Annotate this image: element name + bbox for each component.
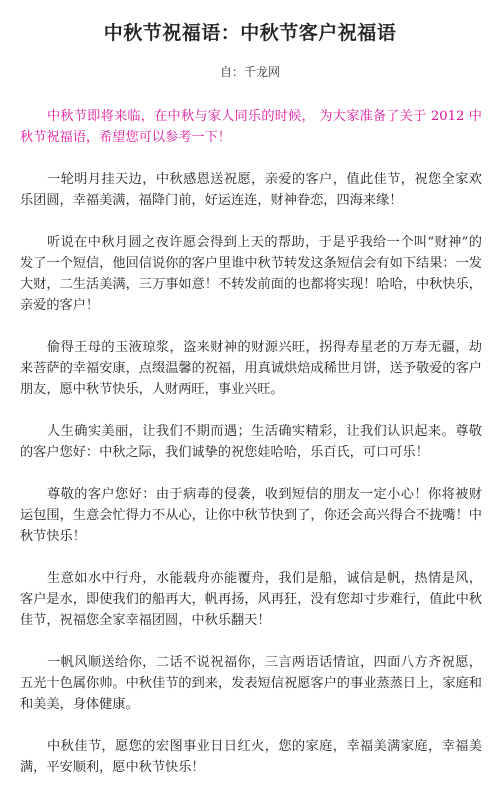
greeting-paragraph: 生意如水中行舟，水能载舟亦能覆舟，我们是船，诚信是帆，热情是风，客户是水，即使我们的船再大，帆再扬，风再狂，没有您却寸步难行，值此中秋佳节，祝福您全家幸福团圆，中秋乐翻天！	[20, 571, 482, 628]
intro-paragraph: 中秋节即将来临，在中秋与家人同乐的时候， 为大家准备了关于 2012 中秋节祝福语，希望您可以参考一下！	[20, 109, 482, 145]
greeting-paragraph: 一轮明月挂天边，中秋感恩送祝愿，亲爱的客户，值此佳节，祝您全家欢乐团圆，幸福美满，福降门前，好运连连，财神眷恋，四海来缘！	[20, 172, 482, 208]
greeting-paragraph: 尊敬的客户您好：由于病毒的侵袭，收到短信的朋友一定小心！你将被财运包围，生意会忙得力不从心，让你中秋节快到了，你还会高兴得合不拢嘴！中秋节快乐！	[20, 487, 482, 544]
article-body	[20, 106, 482, 799]
article-source: 自：千龙网	[219, 65, 280, 79]
article-title: 中秋节祝福语：中秋节客户祝福语	[103, 22, 397, 44]
greeting-paragraph: 偷得王母的玉液琼浆，盗来财神的财源兴旺，拐得寿星老的万寿无疆，劫来菩萨的幸福安康，点缀温馨的祝福，用真诚烘焙成稀世月饼，送予敬爱的客户朋友，愿中秋节快乐，人财两旺，事业兴旺。	[20, 340, 482, 397]
greeting-paragraph: 人生确实美丽，让我们不期而遇；生活确实精彩，让我们认识起来。尊敬的客户您好：中秋之际，我们诚挚的祝您娃哈哈，乐百氏，可口可乐！	[20, 424, 482, 460]
greeting-paragraph: 听说在中秋月圆之夜许愿会得到上天的帮助，于是乎我给一个叫“财神”的发了一个短信，他回信说你的客户里谁中秋节转发这条短信会有如下结果：一发大财，二生活美满，三万事如意！不转发前面的也都将实现！哈哈，中秋快乐，亲爱的客户！	[20, 235, 482, 313]
greeting-paragraph: 一帆风顺送给你，二话不说祝福你，三言两语话情谊，四面八方齐祝愿，五光十色属你帅。中秋佳节的到来，发表短信祝愿客户的事业蒸蒸日上，家庭和和美美，身体健康。	[20, 655, 482, 712]
greeting-paragraph: 中秋佳节，愿您的宏图事业日日红火，您的家庭，幸福美满家庭，幸福美满，平安顺利，愿中秋节快乐！	[20, 739, 482, 775]
